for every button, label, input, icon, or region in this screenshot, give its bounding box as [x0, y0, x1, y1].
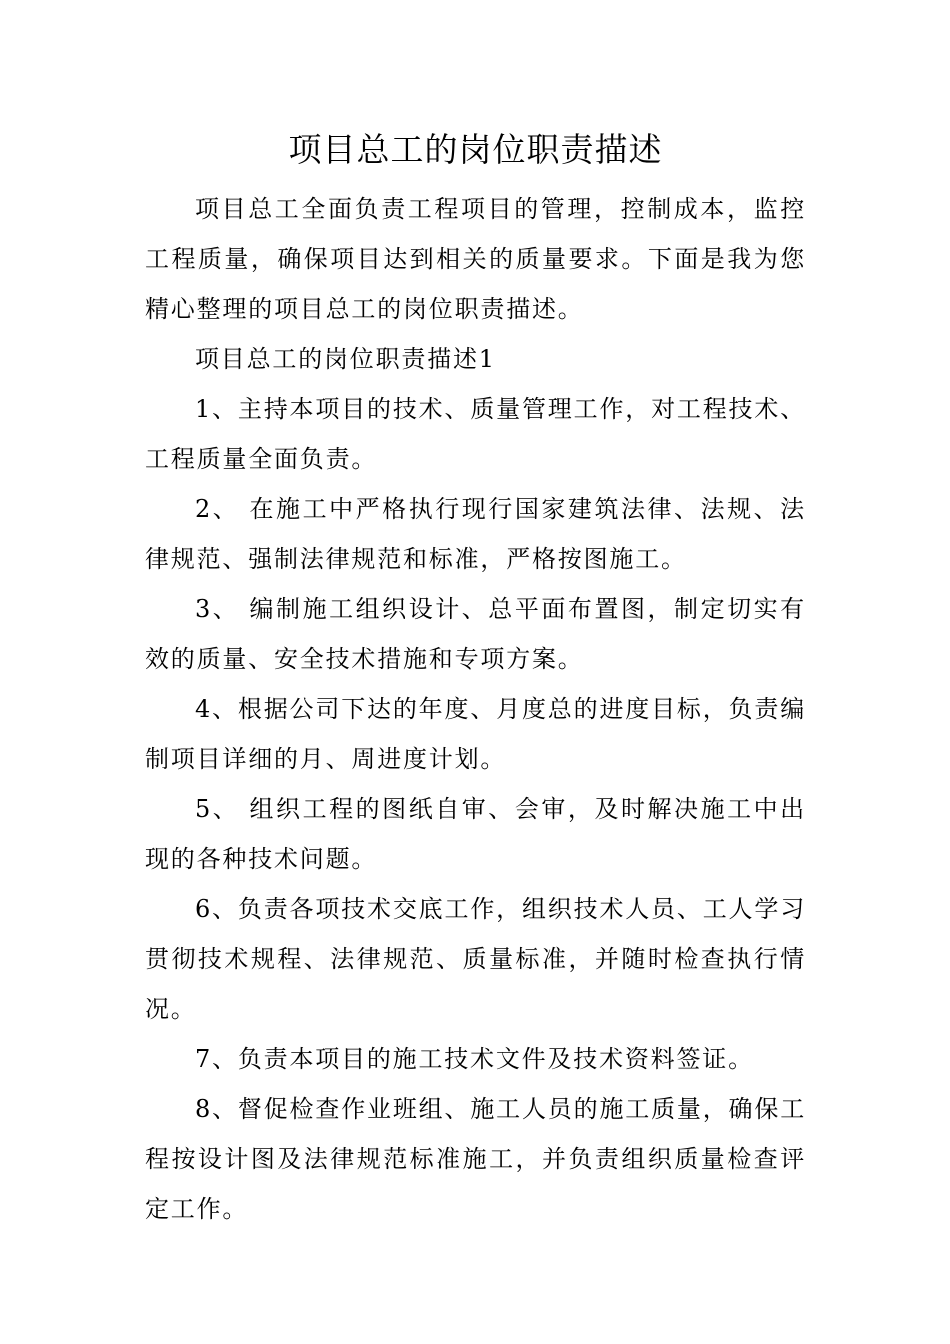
duty-item-3: 3、 编制施工组织设计、总平面布置图，制定切实有效的质量、安全技术措施和专项方案。	[145, 595, 806, 673]
duty-item-6: 6、负责各项技术交底工作，组织技术人员、工人学习贯彻技术规程、法律规范、质量标准，并随时检查执行情况。	[145, 895, 806, 1023]
duty-item-7: 7、负责本项目的施工技术文件及技术资料签证。	[195, 1045, 754, 1073]
duty-item-1: 1、主持本项目的技术、质量管理工作，对工程技术、工程质量全面负责。	[145, 395, 806, 473]
duty-item-5: 5、 组织工程的图纸自审、会审，及时解决施工中出现的各种技术问题。	[145, 795, 806, 873]
duty-item-2: 2、 在施工中严格执行现行国家建筑法律、法规、法律规范、强制法律规范和标准，严格按图施工。	[145, 495, 806, 573]
page-title: 项目总工的岗位职责描述	[288, 130, 663, 169]
duty-item-8: 8、督促检查作业班组、施工人员的施工质量，确保工程按设计图及法律规范标准施工，并负责组织质量检查评定工作。	[145, 1095, 806, 1223]
section-heading: 项目总工的岗位职责描述1	[195, 345, 496, 373]
intro-paragraph: 项目总工全面负责工程项目的管理，控制成本，监控工程质量，确保项目达到相关的质量要求。下面是我为您精心整理的项目总工的岗位职责描述。	[145, 195, 806, 323]
duty-item-4: 4、根据公司下达的年度、月度总的进度目标，负责编制项目详细的月、周进度计划。	[145, 695, 806, 773]
